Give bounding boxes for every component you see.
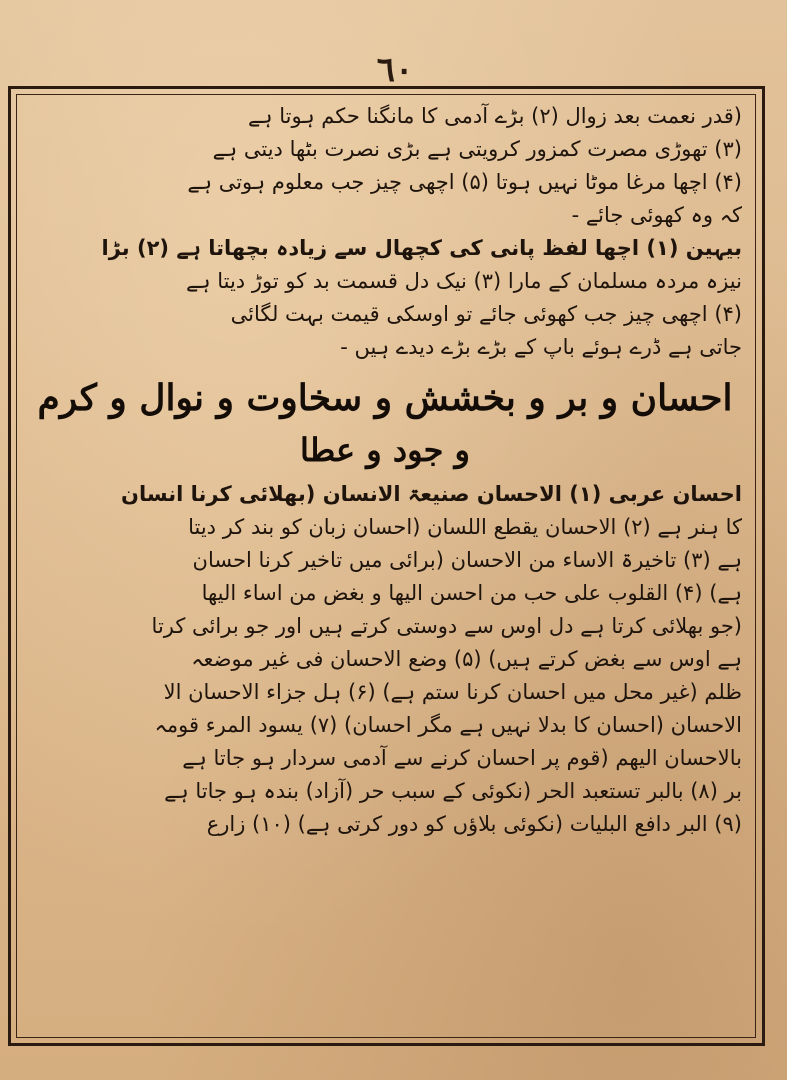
text-line: جاتی ہے ڈرے ہوئے باپ کے بڑے بڑے دیدے ہیں - [340,335,742,359]
text-line: (۴) اچھا مرغا موٹا نہیں ہوتا (۵) اچھی چیز جب معلوم ہوتی ہے [187,170,742,194]
text-line: کہ وہ کھوئی جائے - [571,203,742,227]
text-line: احسان عربی (۱) الاحسان صنیعۃ الانسان (بھلائی کرنا انسان [121,482,742,506]
text-line: (جو بھلائی کرتا ہے دل اوس سے دوستی کرتے ہیں اور جو برائی کرتا [151,614,742,638]
page-number: ٦٠ [376,50,414,90]
text-line: ہے) (۴) القلوب علی حب من احسن الیھا و بغض من اساء الیھا [201,581,742,605]
text-line: بالاحسان الیھم (قوم پر احسان کرنے سے آدمی سردار ہو جاتا ہے [182,746,742,770]
text-line: کا ہنر ہے (۲) الاحسان یقطع اللسان (احسان زبان کو بند کر دیتا [188,515,742,539]
section-heading: احسان و بر و بخشش و سخاوت و نوال و کرم [37,377,733,419]
text-line: ظلم (غیر محل میں احسان کرنا ستم ہے) (۶) ہل جزاء الاحسان الا [163,680,742,704]
section-subheading: و جود و عطا [300,431,470,469]
page-text-body [22,100,748,1030]
text-line: بر (۸) بالبر تستعبد الحر (نکوئی کے سبب حر (آزاد) بندہ ہو جاتا ہے [164,779,742,803]
ihsan-section [22,478,748,841]
proverbs-section [22,100,748,364]
text-line: (قدر نعمت بعد زوال (۲) بڑے آدمی کا مانگنا حکم ہوتا ہے [247,104,742,128]
text-line: ہے (۳) تاخیرۃ الاساء من الاحسان (برائی میں تاخیر کرنا احسان [192,548,742,572]
text-line: الاحسان (احسان کا بدلا نہیں ہے مگر احسان) (۷) یسود المرء قومہ [154,713,742,737]
text-line: (۴) اچھی چیز جب کھوئی جائے تو اوسکی قیمت بہت لگائی [230,302,742,326]
text-line: (۹) البر دافع البلیات (نکوئی بلاؤں کو دور کرتی ہے) (۱۰) زارع [206,812,742,836]
text-line: نیزہ مردہ مسلمان کے مارا (۳) نیک دل قسمت بد کو توڑ دیتا ہے [185,269,742,293]
text-line: بیہین (۱) اچھا لفظ پانی کی کچھال سے زیادہ بچھاتا ہے (۲) بڑا [101,236,742,260]
text-line: (۳) تھوڑی مصرت کمزور کرویتی ہے بڑی نصرت بٹھا دیتی ہے [212,137,742,161]
text-line: ہے اوس سے بغض کرتے ہیں) (۵) وضع الاحسان فی غیر موضعہ [191,647,742,671]
